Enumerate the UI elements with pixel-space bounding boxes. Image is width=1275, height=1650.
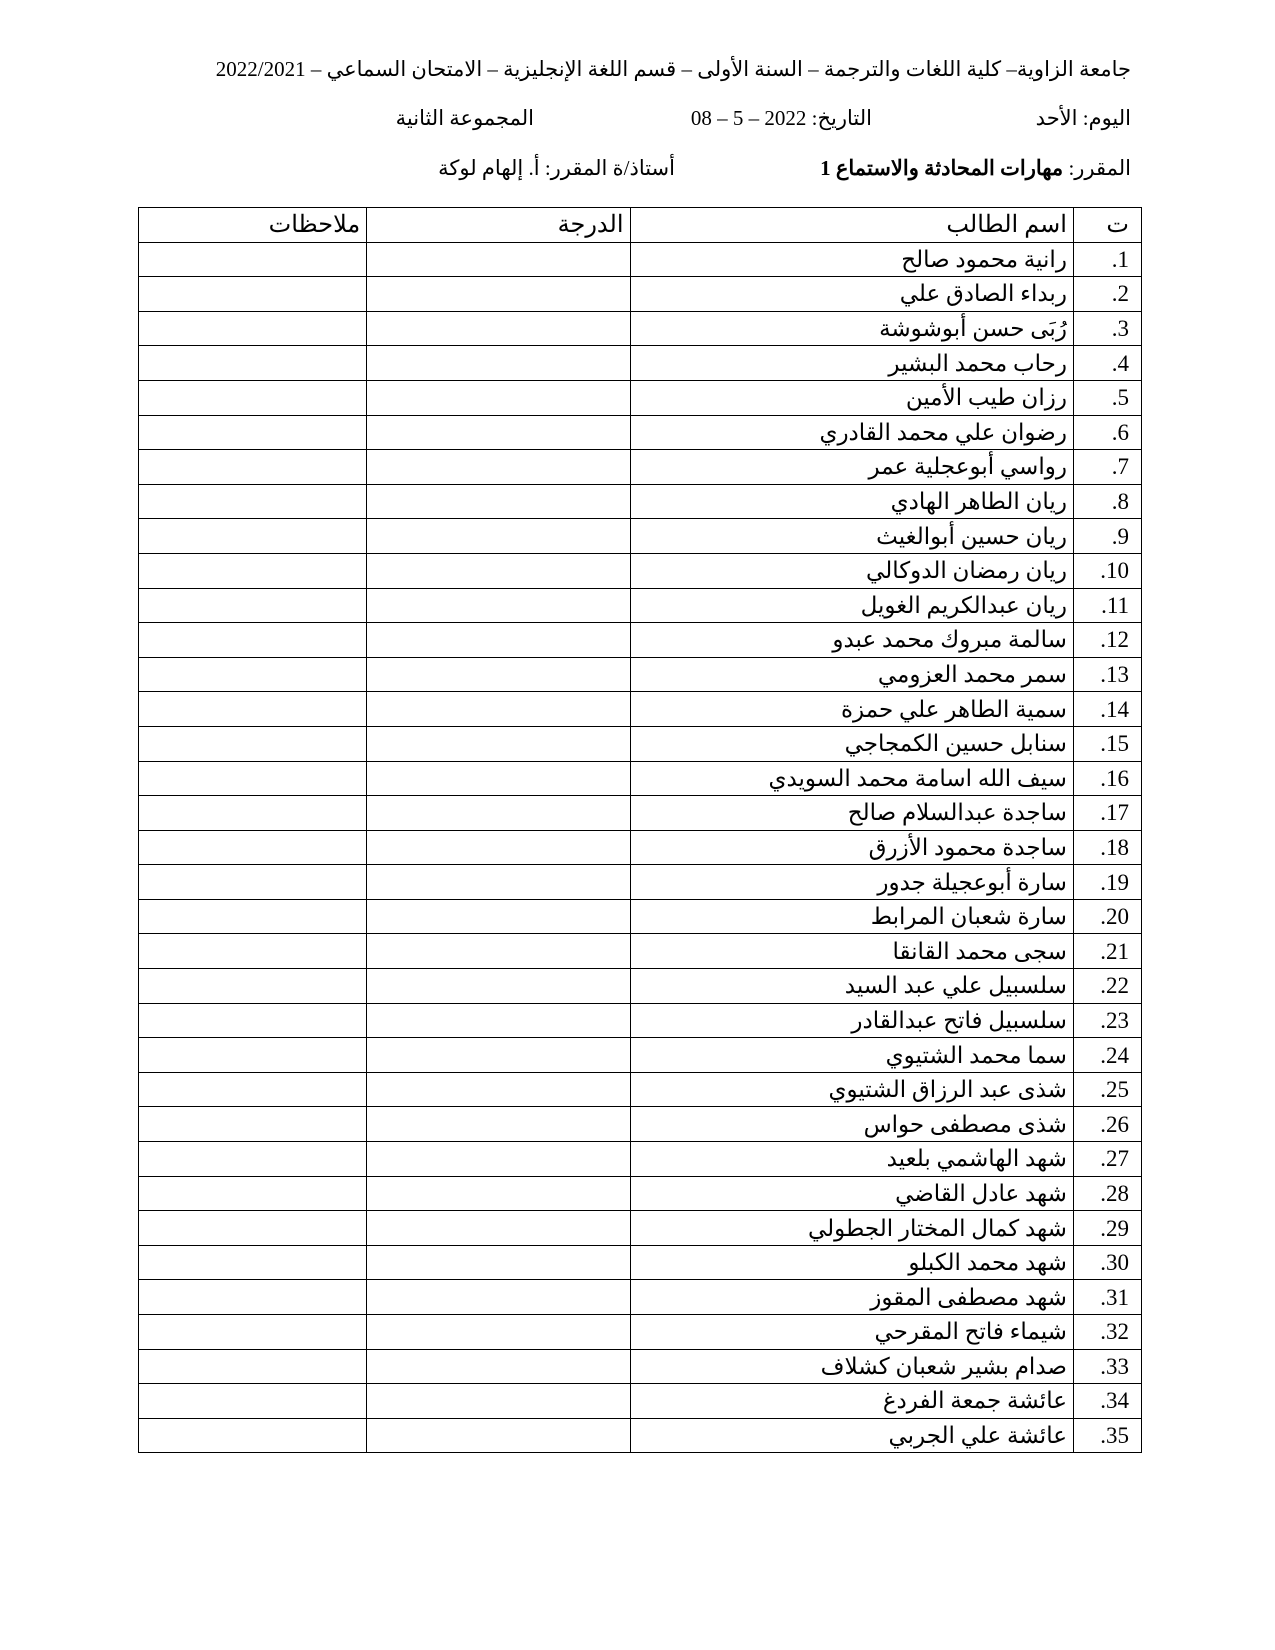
notes-cell[interactable]	[139, 830, 367, 865]
grade-cell[interactable]	[367, 657, 630, 692]
row-number: 4.	[1073, 346, 1141, 381]
row-number: 32.	[1073, 1315, 1141, 1350]
header-num: ت	[1073, 208, 1141, 243]
grade-cell[interactable]	[367, 380, 630, 415]
student-name: رُبَى حسن أبوشوشة	[630, 311, 1073, 346]
row-number: 5.	[1073, 380, 1141, 415]
student-name: ريان رمضان الدوكالي	[630, 553, 1073, 588]
grade-cell[interactable]	[367, 830, 630, 865]
notes-cell[interactable]	[139, 969, 367, 1004]
table-row	[139, 450, 1142, 485]
row-number: 15.	[1073, 726, 1141, 761]
student-name: سالمة مبروك محمد عبدو	[630, 623, 1073, 658]
notes-cell[interactable]	[139, 519, 367, 554]
notes-cell[interactable]	[139, 1349, 367, 1384]
notes-cell[interactable]	[139, 1418, 367, 1453]
notes-cell[interactable]	[139, 1107, 367, 1142]
row-number: 1.	[1073, 242, 1141, 277]
student-name: رضوان علي محمد القادري	[630, 415, 1073, 450]
notes-cell[interactable]	[139, 934, 367, 969]
table-row	[139, 1245, 1142, 1280]
row-number: 16.	[1073, 761, 1141, 796]
notes-cell[interactable]	[139, 1038, 367, 1073]
grade-cell[interactable]	[367, 796, 630, 831]
grade-cell[interactable]	[367, 1038, 630, 1073]
table-row	[139, 969, 1142, 1004]
student-name: شهد عادل القاضي	[630, 1176, 1073, 1211]
table-row	[139, 796, 1142, 831]
grade-cell[interactable]	[367, 726, 630, 761]
grade-cell[interactable]	[367, 346, 630, 381]
row-number: 31.	[1073, 1280, 1141, 1315]
grade-cell[interactable]	[367, 761, 630, 796]
notes-cell[interactable]	[139, 796, 367, 831]
row-number: 23.	[1073, 1003, 1141, 1038]
row-number: 27.	[1073, 1142, 1141, 1177]
row-number: 28.	[1073, 1176, 1141, 1211]
grade-cell[interactable]	[367, 1176, 630, 1211]
instructor-label: أستاذ/ة المقرر: أ. إلهام لوكة	[438, 156, 675, 180]
grade-cell[interactable]	[367, 242, 630, 277]
notes-cell[interactable]	[139, 553, 367, 588]
table-row	[139, 1176, 1142, 1211]
notes-cell[interactable]	[139, 692, 367, 727]
row-number: 25.	[1073, 1072, 1141, 1107]
student-name: سمر محمد العزومي	[630, 657, 1073, 692]
table-row	[139, 242, 1142, 277]
notes-cell[interactable]	[139, 346, 367, 381]
student-name: ساجدة عبدالسلام صالح	[630, 796, 1073, 831]
student-name: صدام بشير شعبان كشلاف	[630, 1349, 1073, 1384]
date-value: 08 – 5 – 2022	[690, 106, 807, 130]
header-title: جامعة الزاوية– كلية اللغات والترجمة – السنة الأولى – قسم اللغة الإنجليزية – الامتحان السماعي – 2022/2021	[215, 57, 1131, 81]
notes-cell[interactable]	[139, 1280, 367, 1315]
student-name: شهد مصطفى المقوز	[630, 1280, 1073, 1315]
notes-cell[interactable]	[139, 1176, 367, 1211]
notes-cell[interactable]	[139, 1142, 367, 1177]
notes-cell[interactable]	[139, 484, 367, 519]
table-row	[139, 1142, 1142, 1177]
grade-cell[interactable]	[367, 1315, 630, 1350]
notes-cell[interactable]	[139, 899, 367, 934]
student-name: سلسبيل علي عبد السيد	[630, 969, 1073, 1004]
row-number: 30.	[1073, 1245, 1141, 1280]
row-number: 18.	[1073, 830, 1141, 865]
table-row	[139, 692, 1142, 727]
grade-cell[interactable]	[367, 1072, 630, 1107]
table-row	[139, 311, 1142, 346]
table-row	[139, 865, 1142, 900]
grade-cell[interactable]	[367, 519, 630, 554]
notes-cell[interactable]	[139, 311, 367, 346]
notes-cell[interactable]	[139, 277, 367, 312]
grade-cell[interactable]	[367, 899, 630, 934]
notes-cell[interactable]	[139, 1384, 367, 1419]
table-row	[139, 380, 1142, 415]
student-name: شذى مصطفى حواس	[630, 1107, 1073, 1142]
grade-cell[interactable]	[367, 1349, 630, 1384]
grade-cell[interactable]	[367, 1418, 630, 1453]
table-row	[139, 277, 1142, 312]
student-name: رحاب محمد البشير	[630, 346, 1073, 381]
grade-cell[interactable]	[367, 1142, 630, 1177]
row-number: 13.	[1073, 657, 1141, 692]
row-number: 12.	[1073, 623, 1141, 658]
grade-cell[interactable]	[367, 588, 630, 623]
table-row	[139, 830, 1142, 865]
notes-cell[interactable]	[139, 1003, 367, 1038]
notes-cell[interactable]	[139, 450, 367, 485]
student-name: سلسبيل فاتح عبدالقادر	[630, 1003, 1073, 1038]
table-row	[139, 484, 1142, 519]
table-row	[139, 1072, 1142, 1107]
table-row	[139, 1418, 1142, 1453]
table-row	[139, 588, 1142, 623]
grade-cell[interactable]	[367, 692, 630, 727]
grade-cell[interactable]	[367, 969, 630, 1004]
student-name: شذى عبد الرزاق الشتيوي	[630, 1072, 1073, 1107]
table-row	[139, 657, 1142, 692]
table-row	[139, 1315, 1142, 1350]
row-number: 11.	[1073, 588, 1141, 623]
table-row	[139, 761, 1142, 796]
table-row	[139, 415, 1142, 450]
student-name: سارة أبوعجيلة جدور	[630, 865, 1073, 900]
student-name: سنابل حسين الكمجاجي	[630, 726, 1073, 761]
table-row	[139, 1384, 1142, 1419]
student-name: شهد محمد الكبلو	[630, 1245, 1073, 1280]
grade-cell[interactable]	[367, 623, 630, 658]
student-name: شهد كمال المختار الجطولي	[630, 1211, 1073, 1246]
date-label: التاريخ:	[811, 106, 872, 130]
grade-cell[interactable]	[367, 865, 630, 900]
row-number: 14.	[1073, 692, 1141, 727]
student-name: ربداء الصادق علي	[630, 277, 1073, 312]
row-number: 35.	[1073, 1418, 1141, 1453]
notes-cell[interactable]	[139, 657, 367, 692]
student-name: عائشة علي الجربي	[630, 1418, 1073, 1453]
grade-cell[interactable]	[367, 311, 630, 346]
table-row	[139, 1107, 1142, 1142]
course-value: مهارات المحادثة والاستماع 1	[820, 156, 1064, 180]
table-header-row	[139, 208, 1142, 243]
row-number: 34.	[1073, 1384, 1141, 1419]
grade-cell[interactable]	[367, 553, 630, 588]
student-name: رانية محمود صالح	[630, 242, 1073, 277]
notes-cell[interactable]	[139, 1211, 367, 1246]
row-number: 8.	[1073, 484, 1141, 519]
grade-cell[interactable]	[367, 277, 630, 312]
notes-cell[interactable]	[139, 865, 367, 900]
row-number: 3.	[1073, 311, 1141, 346]
row-number: 24.	[1073, 1038, 1141, 1073]
grade-cell[interactable]	[367, 1384, 630, 1419]
row-number: 22.	[1073, 969, 1141, 1004]
row-number: 19.	[1073, 865, 1141, 900]
notes-cell[interactable]	[139, 623, 367, 658]
grade-cell[interactable]	[367, 1245, 630, 1280]
table-row	[139, 553, 1142, 588]
notes-cell[interactable]	[139, 242, 367, 277]
course-label: المقرر:	[1068, 156, 1131, 180]
student-name: ريان الطاهر الهادي	[630, 484, 1073, 519]
table-row	[139, 1349, 1142, 1384]
grade-cell[interactable]	[367, 484, 630, 519]
row-number: 29.	[1073, 1211, 1141, 1246]
notes-cell[interactable]	[139, 415, 367, 450]
student-name: ريان حسين أبوالغيث	[630, 519, 1073, 554]
row-number: 17.	[1073, 796, 1141, 831]
row-number: 2.	[1073, 277, 1141, 312]
grade-cell[interactable]	[367, 1211, 630, 1246]
header-notes: ملاحظات	[139, 208, 367, 243]
student-name: شيماء فاتح المقرحي	[630, 1315, 1073, 1350]
header-name: اسم الطالب	[630, 208, 1073, 243]
grade-cell[interactable]	[367, 450, 630, 485]
row-number: 6.	[1073, 415, 1141, 450]
grade-cell[interactable]	[367, 415, 630, 450]
student-name: رواسي أبوعجلية عمر	[630, 450, 1073, 485]
student-name: سيف الله اسامة محمد السويدي	[630, 761, 1073, 796]
grade-cell[interactable]	[367, 1107, 630, 1142]
notes-cell[interactable]	[139, 726, 367, 761]
notes-cell[interactable]	[139, 761, 367, 796]
student-name: رزان طيب الأمين	[630, 380, 1073, 415]
student-name: عائشة جمعة الفردغ	[630, 1384, 1073, 1419]
table-row	[139, 934, 1142, 969]
notes-cell[interactable]	[139, 1245, 367, 1280]
table-row	[139, 726, 1142, 761]
notes-cell[interactable]	[139, 588, 367, 623]
row-number: 20.	[1073, 899, 1141, 934]
group-label: المجموعة الثانية	[395, 106, 534, 130]
row-number: 33.	[1073, 1349, 1141, 1384]
grade-cell[interactable]	[367, 1003, 630, 1038]
row-number: 9.	[1073, 519, 1141, 554]
student-name: شهد الهاشمي بلعيد	[630, 1142, 1073, 1177]
notes-cell[interactable]	[139, 380, 367, 415]
notes-cell[interactable]	[139, 1315, 367, 1350]
student-roster-table	[138, 207, 1142, 1453]
table-row	[139, 1211, 1142, 1246]
table-row	[139, 519, 1142, 554]
header-grade: الدرجة	[367, 208, 630, 243]
grade-cell[interactable]	[367, 1280, 630, 1315]
table-body	[139, 242, 1142, 1453]
row-number: 7.	[1073, 450, 1141, 485]
grade-cell[interactable]	[367, 934, 630, 969]
row-number: 26.	[1073, 1107, 1141, 1142]
course-row	[820, 156, 1131, 181]
table-row	[139, 899, 1142, 934]
notes-cell[interactable]	[139, 1072, 367, 1107]
row-number: 21.	[1073, 934, 1141, 969]
student-name: سجى محمد القانقا	[630, 934, 1073, 969]
row-number: 10.	[1073, 553, 1141, 588]
table-row	[139, 1003, 1142, 1038]
date-row	[691, 106, 872, 131]
table-row	[139, 623, 1142, 658]
student-name: سما محمد الشتيوي	[630, 1038, 1073, 1073]
day-label: اليوم: الأحد	[1035, 106, 1131, 130]
student-name: ساجدة محمود الأزرق	[630, 830, 1073, 865]
student-name: سمية الطاهر علي حمزة	[630, 692, 1073, 727]
table-row	[139, 346, 1142, 381]
student-name: سارة شعبان المرابط	[630, 899, 1073, 934]
student-name: ريان عبدالكريم الغويل	[630, 588, 1073, 623]
table-row	[139, 1280, 1142, 1315]
table-row	[139, 1038, 1142, 1073]
